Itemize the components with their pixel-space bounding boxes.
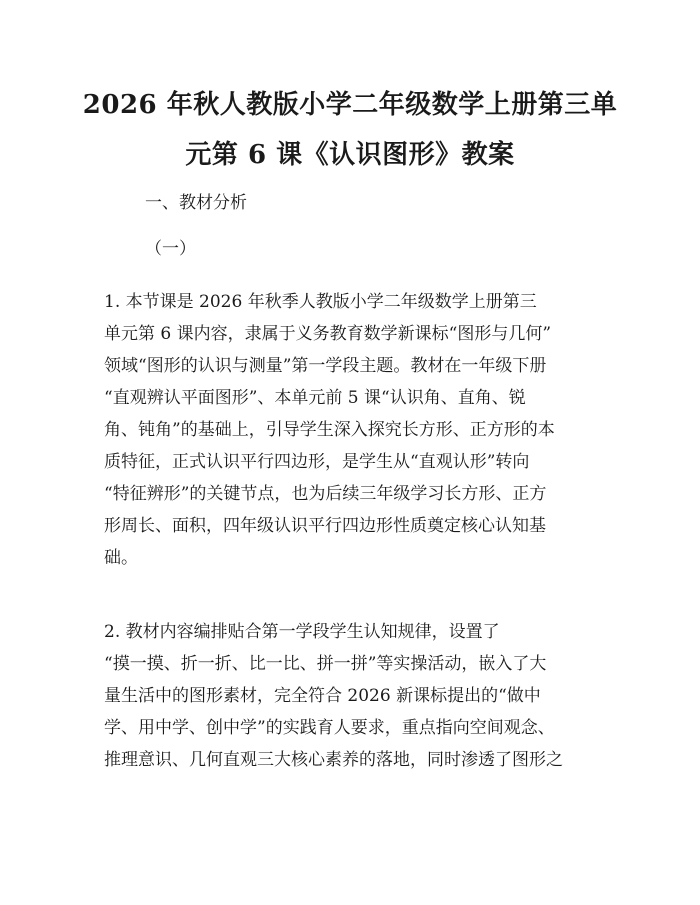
paragraph-line: 学、用中学、创中学”的实践育人要求，重点指向空间观念、 (104, 718, 555, 738)
paragraph-2 (104, 616, 600, 776)
paragraph-line: 形周长、面积，四年级认识平行四边形性质奠定核心认知基 (104, 516, 546, 536)
paragraph-line: 角、钝角”的基础上，引导学生深入探究长方形、正方形的本 (104, 420, 555, 440)
document-title-line-2: 元第 6 课《认识图形》教案 (185, 140, 515, 170)
paragraph-line: 领域“图形的认识与测量”第一学段主题。教材在一年级下册 (104, 356, 547, 376)
paragraph-line: 量生活中的图形素材，完全符合 2026 新课标提出的“做中 (104, 686, 541, 706)
subsection-heading: （一） (145, 239, 196, 259)
paragraph-line: “直观辨认平面图形”、本单元前 5 课“认识角、直角、锐 (104, 388, 526, 408)
paragraph-line: 质特征，正式认识平行四边形，是学生从“直观认形”转向 (104, 452, 530, 472)
paragraph-line: 2. 教材内容编排贴合第一学段学生认知规律，设置了 (104, 622, 500, 642)
paragraph-line: 推理意识、几何直观三大核心素养的落地，同时渗透了图形之 (104, 750, 563, 770)
document-title-line-1: 2026 年秋人教版小学二年级数学上册第三单 (82, 90, 618, 120)
paragraph-1 (104, 286, 600, 574)
paragraph-line: 础。 (104, 548, 138, 568)
paragraph-line: “特征辨形”的关键节点，也为后续三年级学习长方形、正方 (104, 484, 547, 504)
section-heading: 一、教材分析 (145, 193, 247, 213)
paragraph-line: 单元第 6 课内容，隶属于义务教育数学新课标“图形与几何” (104, 324, 552, 344)
paragraph-line: “摸一摸、折一折、比一比、拼一拼”等实操活动，嵌入了大 (104, 654, 547, 674)
paragraph-line: 1. 本节课是 2026 年秋季人教版小学二年级数学上册第三 (104, 292, 537, 312)
